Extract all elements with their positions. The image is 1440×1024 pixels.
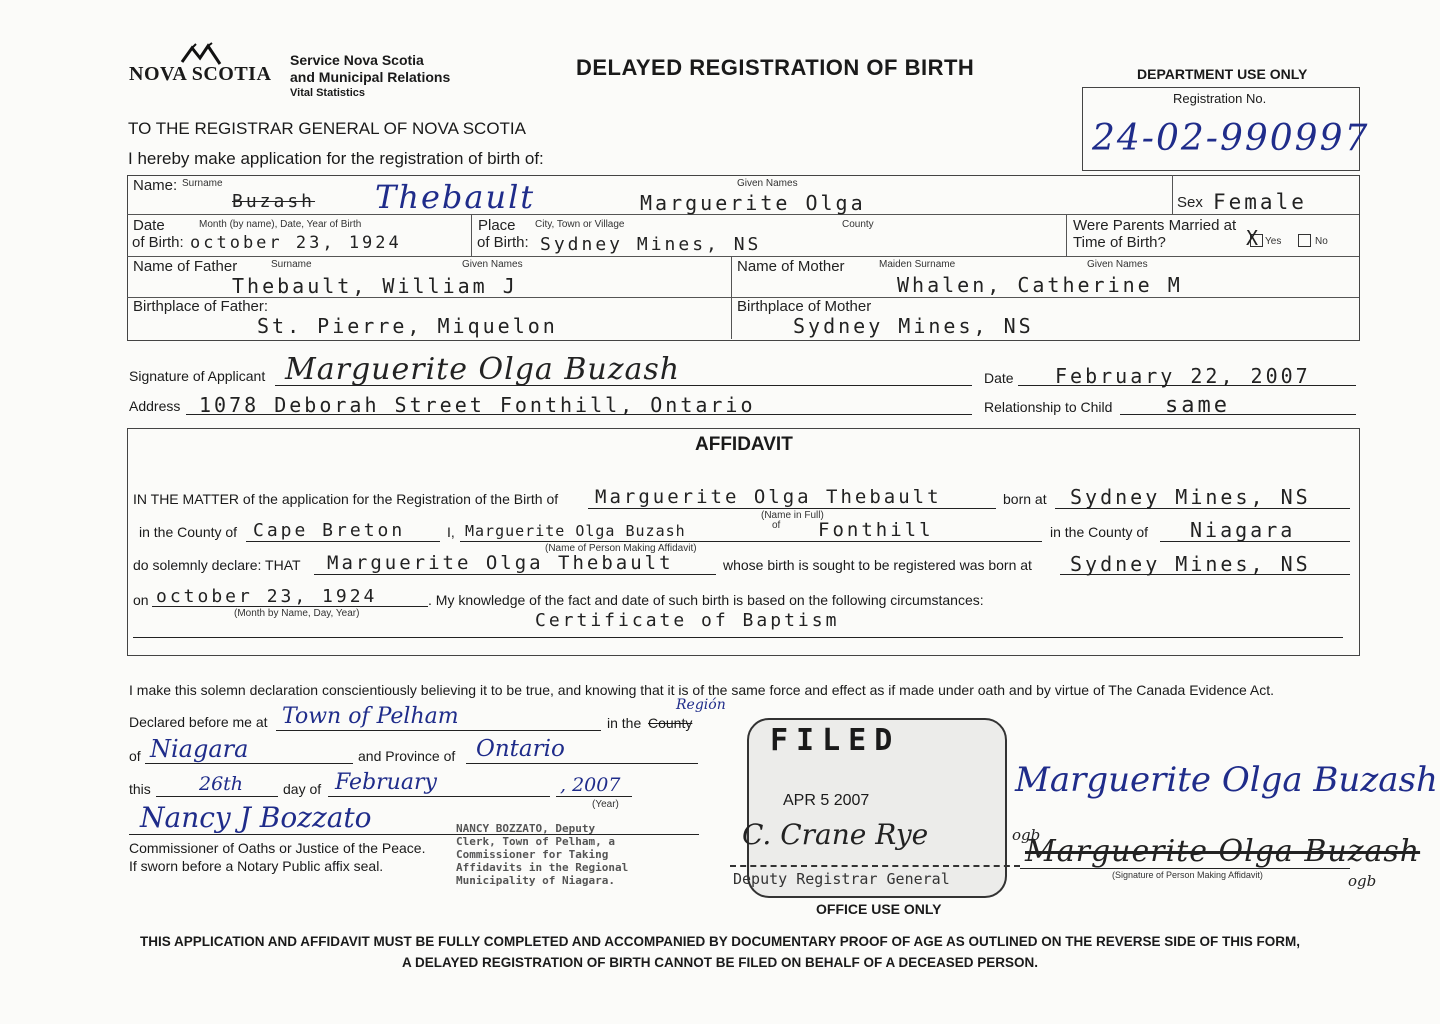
of-line bbox=[145, 763, 353, 764]
stamp-line-2: Clerk, Town of Pelham, a bbox=[456, 835, 615, 848]
month-value: February bbox=[335, 770, 437, 795]
affidavit-l2-county-line bbox=[246, 541, 440, 542]
affidavit-l2-county-label: in the County of bbox=[139, 524, 238, 540]
filed-sig-line bbox=[730, 865, 1020, 867]
mother-name-label: Name of Mother bbox=[737, 258, 845, 275]
surname-hint: Surname bbox=[182, 178, 223, 189]
mother-name-value: Whalen, Catherine M bbox=[897, 273, 1183, 297]
affidavit-l2-county: Cape Breton bbox=[253, 520, 406, 541]
yes-check-mark: X bbox=[1246, 226, 1259, 250]
affidavit-l3-mid: whose birth is sought to be registered was born at bbox=[723, 557, 1032, 573]
father-given-hint: Given Names bbox=[462, 259, 523, 270]
affidavit-l2-person: Marguerite Olga Buzash bbox=[465, 522, 686, 540]
month-line bbox=[328, 796, 550, 797]
service-line3: Vital Statistics bbox=[290, 87, 365, 99]
applicant-date-value: February 22, 2007 bbox=[1055, 364, 1311, 388]
declared-line bbox=[276, 730, 601, 731]
affidavit-l1-place: Sydney Mines, NS bbox=[1070, 485, 1311, 509]
province-label: and Province of bbox=[358, 748, 456, 764]
relationship-value: same bbox=[1165, 393, 1230, 418]
affidavit-l5-value: Certificate of Baptism bbox=[535, 610, 840, 631]
person-initials-2: ogb bbox=[1348, 872, 1377, 890]
place-label: Place bbox=[478, 217, 516, 234]
year-value: , 2007 bbox=[560, 774, 621, 796]
affidavit-l1-name-line bbox=[588, 508, 996, 509]
sex-label: Sex bbox=[1177, 194, 1203, 211]
applicant-date-label: Date bbox=[984, 370, 1014, 386]
mother-given-hint: Given Names bbox=[1087, 259, 1148, 270]
service-line1: Service Nova Scotia bbox=[290, 52, 424, 68]
affidavit-l4-date: october 23, 1924 bbox=[156, 586, 378, 607]
grid-vline-parents bbox=[731, 256, 732, 339]
year-hint: (Year) bbox=[592, 799, 619, 810]
yes-label: Yes bbox=[1265, 236, 1282, 247]
father-birthplace-label: Birthplace of Father: bbox=[133, 298, 269, 315]
filed-date: APR 5 2007 bbox=[783, 792, 870, 809]
person-signature-top: Marguerite Olga Buzash bbox=[1015, 760, 1438, 800]
commissioner-label: Commissioner of Oaths or Justice of the Peace. bbox=[129, 840, 426, 856]
affidavit-l3-name: Marguerite Olga Thebault bbox=[327, 552, 674, 574]
intro-line1: TO THE REGISTRAR GENERAL OF NOVA SCOTIA bbox=[128, 119, 526, 138]
this-label: this bbox=[129, 781, 151, 797]
registration-number: 24-02-990997 bbox=[1092, 118, 1370, 159]
affidavit-l4-text: . My knowledge of the fact and date of such birth is based on the following circumstances: bbox=[428, 592, 984, 608]
father-surname-hint: Surname bbox=[271, 259, 312, 270]
date-hint: Month (by name), Date, Year of Birth bbox=[199, 219, 362, 230]
affidavit-l2-of: of bbox=[772, 520, 781, 531]
mother-birthplace-label: Birthplace of Mother bbox=[737, 298, 872, 315]
stamp-line-4: Affidavits in the Regional bbox=[456, 861, 629, 874]
province-line bbox=[466, 763, 698, 764]
stamp-line-1: NANCY BOZZATO, Deputy bbox=[456, 822, 596, 835]
county-struck: County bbox=[648, 715, 693, 731]
person-signature-line bbox=[1020, 868, 1350, 869]
mother-maiden-hint: Maiden Surname bbox=[879, 259, 956, 270]
province-value: Ontario bbox=[476, 736, 565, 762]
declaration-statement: I make this solemn declaration conscientiously believing it to be true, and knowing that it is of the same force and effect as if made under oath and by virtue of The Canada Evidence Act. bbox=[129, 682, 1275, 698]
affidavit-l3-name-line bbox=[314, 574, 716, 575]
of-label: of bbox=[129, 748, 141, 764]
sex-value: Female bbox=[1213, 190, 1307, 214]
affidavit-l2-town: Fonthill bbox=[818, 519, 934, 541]
day-line bbox=[156, 796, 278, 797]
father-name-label: Name of Father bbox=[133, 258, 238, 275]
registration-label: Registration No. bbox=[1173, 91, 1267, 106]
affidavit-l1-prefix: IN THE MATTER of the application for the Registration of the Birth of bbox=[133, 491, 559, 507]
place-of-birth-label: of Birth: bbox=[477, 234, 529, 251]
of-birth-label: of Birth: bbox=[132, 234, 184, 251]
affidavit-l2-i: I, bbox=[447, 524, 455, 540]
affidavit-l2-county2: Niagara bbox=[1190, 518, 1296, 542]
footer-line1: THIS APPLICATION AND AFFIDAVIT MUST BE FULLY COMPLETED AND ACCOMPANIED BY DOCUMENTARY PROOF OF AGE AS OUTLINED ON THE REVERSE SIDE OF THIS FORM, bbox=[139, 934, 1301, 949]
county-hint: County bbox=[842, 219, 874, 230]
given-names-hint: Given Names bbox=[737, 178, 798, 189]
region-value: Región bbox=[676, 697, 726, 713]
applicant-signature-value: Marguerite Olga Buzash bbox=[285, 352, 681, 387]
married-label-2: Time of Birth? bbox=[1073, 234, 1166, 251]
given-names-value: Marguerite Olga bbox=[640, 191, 866, 215]
affidavit-hint-date: (Month by Name, Day, Year) bbox=[234, 608, 360, 619]
filed-word: FILED bbox=[770, 723, 901, 758]
service-line2: and Municipal Relations bbox=[290, 69, 451, 85]
grid-hline-2 bbox=[127, 256, 1359, 257]
grid-vline-sex bbox=[1172, 175, 1173, 214]
form-title: DELAYED REGISTRATION OF BIRTH bbox=[576, 55, 975, 80]
date-of-birth-value: october 23, 1924 bbox=[190, 233, 402, 253]
address-label: Address bbox=[129, 398, 181, 414]
affidavit-hint-person: (Name of Person Making Affidavit) bbox=[545, 543, 697, 554]
year-line bbox=[556, 796, 632, 797]
affidavit-l1-born: born at bbox=[1003, 491, 1047, 507]
person-signature-hint: (Signature of Person Making Affidavit) bbox=[1112, 870, 1263, 880]
affidavit-l2-county2-label: in the County of bbox=[1050, 524, 1149, 540]
no-label: No bbox=[1315, 236, 1328, 247]
declared-label: Declared before me at bbox=[129, 714, 268, 730]
grid-vline-place bbox=[471, 214, 472, 256]
affidavit-hint-full-name: (Name in Full) bbox=[761, 510, 824, 521]
office-use-label: OFFICE USE ONLY bbox=[816, 901, 942, 917]
affidavit-l3-place: Sydney Mines, NS bbox=[1070, 552, 1311, 576]
date-label: Date bbox=[133, 217, 165, 234]
person-signature-bottom: Marguerite Olga Buzash bbox=[1025, 834, 1421, 869]
notary-label: If sworn before a Notary Public affix seal. bbox=[129, 858, 384, 874]
mother-birthplace-value: Sydney Mines, NS bbox=[793, 314, 1034, 338]
affidavit-l3-prefix: do solemnly declare: THAT bbox=[133, 557, 301, 573]
father-name-value: Thebault, William J bbox=[232, 274, 518, 298]
commissioner-stamp bbox=[456, 822, 628, 887]
declared-value: Town of Pelham bbox=[282, 704, 459, 729]
day-value: 26th bbox=[199, 773, 244, 795]
address-value: 1078 Deborah Street Fonthill, Ontario bbox=[199, 393, 756, 417]
affidavit-l5-line bbox=[133, 637, 1343, 638]
applicant-signature-label: Signature of Applicant bbox=[129, 368, 266, 384]
affidavit-l1-name: Marguerite Olga Thebault bbox=[595, 486, 942, 508]
place-of-birth-value: Sydney Mines, NS bbox=[540, 234, 762, 255]
married-label-1: Were Parents Married at bbox=[1073, 217, 1237, 234]
in-the-label: in the bbox=[607, 715, 642, 731]
affidavit-title: AFFIDAVIT bbox=[695, 434, 793, 455]
filed-signature: C. Crane Rye bbox=[742, 818, 929, 851]
stamp-line-3: Commissioner for Taking bbox=[456, 848, 609, 861]
commissioner-signature: Nancy J Bozzato bbox=[140, 801, 372, 834]
footer-line2: A DELAYED REGISTRATION OF BIRTH CANNOT BE FILED ON BEHALF OF A DECEASED PERSON. bbox=[401, 955, 1039, 970]
dept-use-label: DEPARTMENT USE ONLY bbox=[1137, 66, 1308, 82]
stamp-line-5: Municipality of Niagara. bbox=[456, 874, 615, 887]
relationship-line bbox=[1120, 414, 1356, 415]
deputy-registrar-label: Deputy Registrar General bbox=[733, 870, 950, 888]
surname-struck: Buzash bbox=[232, 191, 316, 212]
father-birthplace-value: St. Pierre, Miquelon bbox=[257, 314, 558, 338]
grid-vline-married bbox=[1066, 214, 1067, 256]
city-hint: City, Town or Village bbox=[535, 219, 625, 230]
affidavit-l4-on: on bbox=[133, 592, 149, 608]
name-label: Name: bbox=[133, 177, 178, 194]
logo-text: NOVA SCOTIA bbox=[129, 63, 272, 85]
person-initials: ogb bbox=[1012, 826, 1041, 844]
no-checkbox[interactable] bbox=[1298, 234, 1311, 247]
intro-line2: I hereby make application for the registration of birth of: bbox=[128, 149, 544, 168]
surname-value: Thebault bbox=[375, 178, 536, 216]
affidavit-l2-person-line bbox=[460, 541, 1042, 542]
of-value: Niagara bbox=[150, 735, 249, 763]
day-of-label: day of bbox=[283, 781, 322, 797]
relationship-label: Relationship to Child bbox=[984, 399, 1113, 415]
